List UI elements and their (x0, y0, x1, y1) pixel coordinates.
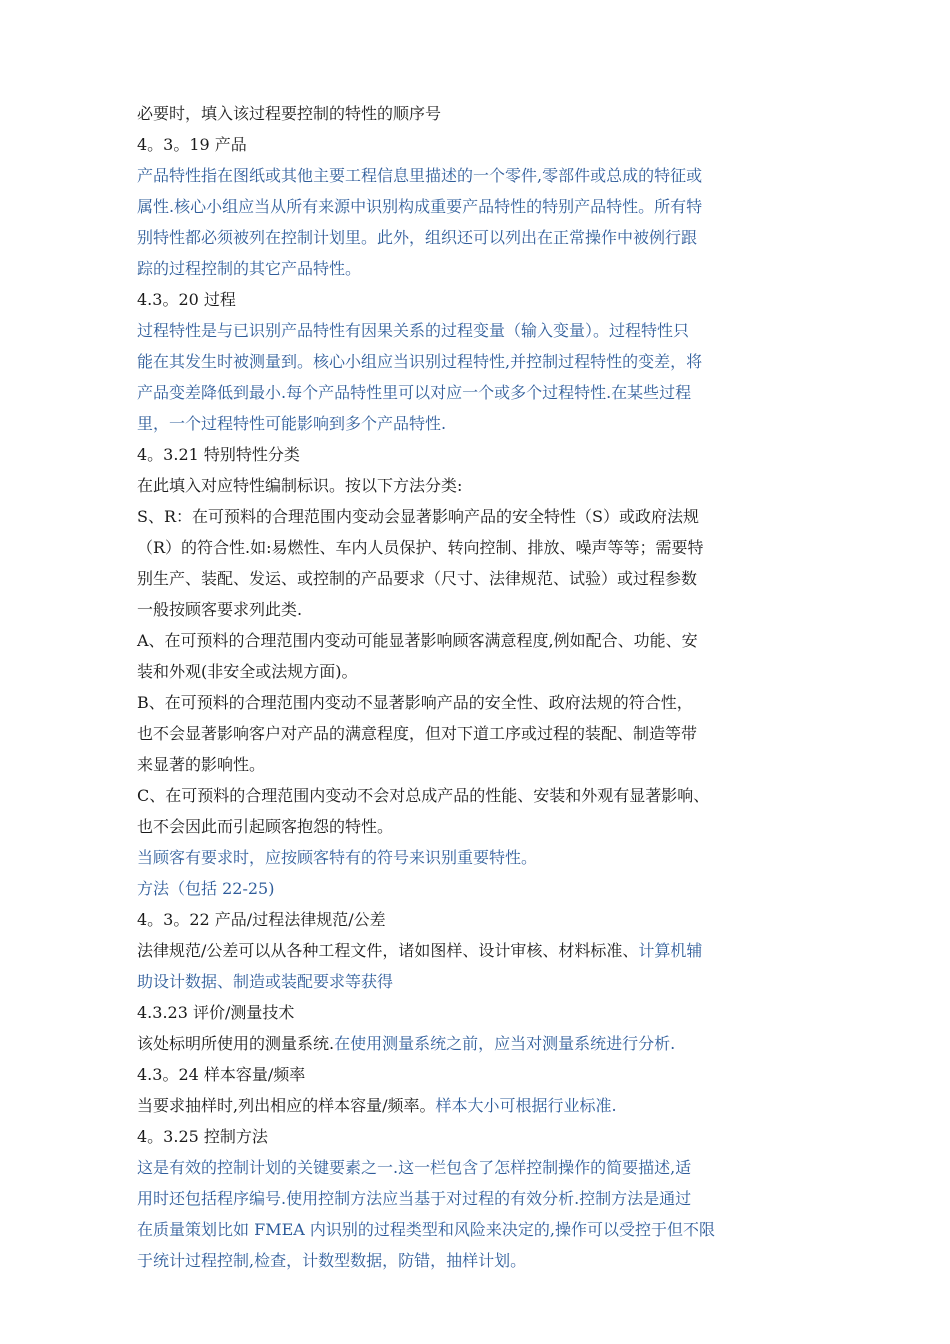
text-segment: 必要时，填入该过程要控制的特性的顺序号 (137, 104, 442, 123)
text-line (137, 1090, 837, 1121)
text-segment: S、R：在可预料的合理范围内变动会显著影响产品的安全特性（S）或政府法规 (137, 507, 699, 526)
text-line (137, 1152, 837, 1183)
text-line (137, 749, 837, 780)
text-line (137, 842, 837, 873)
text-segment: 产品特性指在图纸或其他主要工程信息里描述的一个零件,零部件或总成的特征或 (137, 166, 703, 185)
text-segment: 该处标明所使用的测量系统. (137, 1034, 335, 1053)
text-line (137, 718, 837, 749)
text-line (137, 346, 837, 377)
text-line (137, 997, 837, 1028)
text-line (137, 1214, 837, 1245)
text-line (137, 873, 837, 904)
text-line (137, 439, 837, 470)
text-line (137, 253, 837, 284)
text-segment: 装和外观(非安全或法规方面)。 (137, 662, 358, 681)
text-segment: 里，一个过程特性可能影响到多个产品特性. (137, 414, 447, 433)
text-segment: 4。3。22 产品/过程法律规范/公差 (137, 910, 386, 929)
text-segment: 4.3。24 样本容量/频率 (137, 1065, 306, 1084)
text-line (137, 1183, 837, 1214)
text-segment: 也不会显著影响客户对产品的满意程度，但对下道工序或过程的装配、制造等带 (137, 724, 698, 743)
text-segment: B、在可预料的合理范围内变动不显著影响产品的安全性、政府法规的符合性， (137, 693, 693, 712)
text-line (137, 160, 837, 191)
text-line (137, 1121, 837, 1152)
text-segment: 也不会因此而引起顾客抱怨的特性。 (137, 817, 394, 836)
text-line (137, 563, 837, 594)
text-line (137, 129, 837, 160)
text-segment: 当顾客有要求时，应按顾客特有的符号来识别重要特性。 (137, 848, 538, 867)
text-segment: 4。3.25 控制方法 (137, 1127, 268, 1146)
text-line (137, 625, 837, 656)
text-segment: C、在可预料的合理范围内变动不会对总成产品的性能、安装和外观有显著影响、 (137, 786, 710, 805)
text-segment: 样本大小可根据行业标准. (435, 1096, 617, 1115)
text-segment: 方法（包括 22-25) (137, 879, 275, 898)
text-segment: A、在可预料的合理范围内变动可能显著影响顾客满意程度,例如配合、功能、安 (137, 631, 698, 650)
text-segment: 在质量策划比如 FMEA 内识别的过程类型和风险来决定的,操作可以受控于但不限 (137, 1220, 715, 1239)
text-segment: 4。3.21 特别特性分类 (137, 445, 300, 464)
text-line (137, 780, 837, 811)
text-line (137, 470, 837, 501)
text-line (137, 687, 837, 718)
text-line (137, 904, 837, 935)
text-segment: 产品变差降低到最小.每个产品特性里可以对应一个或多个过程特性.在某些过程 (137, 383, 692, 402)
text-segment: 4.3。20 过程 (137, 290, 236, 309)
text-line (137, 966, 837, 997)
text-segment: 踪的过程控制的其它产品特性。 (137, 259, 362, 278)
text-segment: 在此填入对应特性编制标识。按以下方法分类: (137, 476, 463, 495)
text-segment: 能在其发生时被测量到。核心小组应当识别过程特性,并控制过程特性的变差，将 (137, 352, 703, 371)
text-segment: 别生产、装配、发运、或控制的产品要求（尺寸、法律规范、试验）或过程参数 (137, 569, 698, 588)
text-segment: 计算机辅 (638, 941, 703, 960)
text-line (137, 1245, 837, 1276)
text-segment: 属性.核心小组应当从所有来源中识别构成重要产品特性的特别产品特性。所有特 (137, 197, 703, 216)
text-line (137, 377, 837, 408)
text-line (137, 98, 837, 129)
text-segment: 这是有效的控制计划的关键要素之一.这一栏包含了怎样控制操作的简要描述,适 (137, 1158, 692, 1177)
text-segment: 来显著的影响性。 (137, 755, 266, 774)
text-segment: 4。3。19 产品 (137, 135, 247, 154)
text-line (137, 284, 837, 315)
text-line (137, 656, 837, 687)
text-line (137, 501, 837, 532)
text-segment: 当要求抽样时,列出相应的样本容量/频率。 (137, 1096, 436, 1115)
text-segment: 别特性都必须被列在控制计划里。此外，组织还可以列出在正常操作中被例行跟 (137, 228, 698, 247)
text-line (137, 315, 837, 346)
text-line (137, 191, 837, 222)
text-line (137, 594, 837, 625)
text-segment: 用时还包括程序编号.使用控制方法应当基于对过程的有效分析.控制方法是通过 (137, 1189, 692, 1208)
text-line (137, 935, 837, 966)
text-line (137, 532, 837, 563)
text-segment: 一般按顾客要求列此类. (137, 600, 303, 619)
text-segment: 法律规范/公差可以从各种工程文件，诸如图样、设计审核、材料标准、 (137, 941, 639, 960)
text-segment: 4.3.23 评价/测量技术 (137, 1003, 295, 1022)
document-body (137, 98, 837, 1276)
text-line (137, 1059, 837, 1090)
text-line (137, 222, 837, 253)
text-segment: 过程特性是与已识别产品特性有因果关系的过程变量（输入变量）。过程特性只 (137, 321, 690, 340)
text-line (137, 1028, 837, 1059)
text-segment: （R）的符合性.如:易燃性、车内人员保护、转向控制、排放、噪声等等；需要特 (137, 538, 704, 557)
text-line (137, 811, 837, 842)
text-segment: 助设计数据、制造或装配要求等获得 (137, 972, 394, 991)
text-segment: 在使用测量系统之前，应当对测量系统进行分析. (334, 1034, 676, 1053)
text-line (137, 408, 837, 439)
text-segment: 于统计过程控制,检查，计数型数据，防错，抽样计划。 (137, 1251, 527, 1270)
